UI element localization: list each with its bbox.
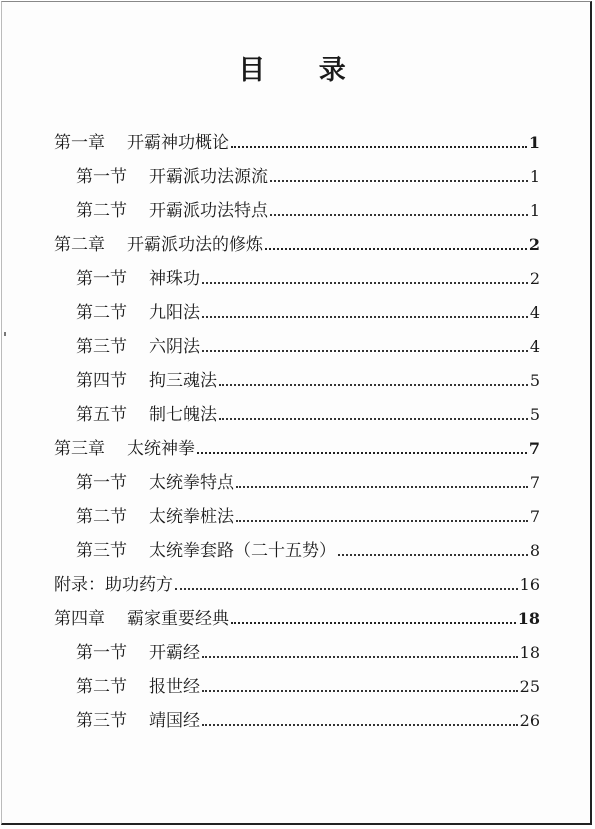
toc-entry-title: 开霸派功法源流	[149, 167, 268, 187]
toc-entry-section[interactable]	[76, 400, 540, 426]
toc-entry-page: 18	[517, 609, 540, 628]
toc-entry-title: 九阳法	[149, 303, 200, 323]
toc-entry-chapter[interactable]	[54, 128, 540, 154]
toc-entry-title: 开霸经	[149, 643, 200, 663]
toc-entry-page: 7	[529, 473, 540, 492]
toc-entry-title: 太统神拳	[127, 439, 195, 459]
toc-entry-page: 18	[519, 643, 540, 662]
toc-entry-page: 1	[529, 201, 540, 220]
toc-entry-title: 拘三魂法	[149, 371, 217, 391]
dot-leader	[231, 146, 527, 148]
toc-entry-label: 第三节	[76, 711, 127, 731]
toc-entry-label: 第一章	[54, 133, 105, 153]
toc-entry-section[interactable]	[76, 536, 540, 562]
toc-entry-title: 太统拳套路（二十五势）	[149, 541, 336, 561]
toc-entry-label: 第三章	[54, 439, 105, 459]
toc-entry-section[interactable]	[76, 162, 540, 188]
toc-entry-title: 靖国经	[149, 711, 200, 731]
toc-entry-page: 4	[529, 303, 540, 322]
toc-entry-page: 1	[528, 133, 540, 152]
toc-entry-chapter[interactable]	[54, 604, 540, 630]
toc-entry-chapter[interactable]	[54, 230, 540, 256]
toc-entry-label: 第四节	[76, 371, 127, 391]
toc-entry-section[interactable]	[76, 502, 540, 528]
toc-entry-title: 太统拳特点	[149, 473, 234, 493]
dot-leader	[270, 180, 528, 182]
toc-entry-label: 第三节	[76, 541, 127, 561]
dot-leader	[265, 248, 527, 250]
toc-entry-page: 7	[529, 507, 540, 526]
dot-leader	[219, 384, 528, 386]
toc-entry-title: 神珠功	[149, 269, 200, 289]
toc-entry-section[interactable]	[76, 638, 540, 664]
toc-entry-title: 六阴法	[149, 337, 200, 357]
toc-entry-label: 第五节	[76, 405, 127, 425]
toc-entry-label: 第一节	[76, 167, 127, 187]
dot-leader	[231, 622, 516, 624]
toc-entry-page: 2	[528, 235, 540, 254]
page-title: 目 录	[238, 55, 368, 86]
toc-entry-page: 2	[529, 269, 540, 288]
toc-entry-section[interactable]	[76, 196, 540, 222]
toc-entry-title: 报世经	[149, 677, 200, 697]
toc-entry-section[interactable]	[76, 468, 540, 494]
toc-entry-label: 第二章	[54, 235, 105, 255]
dot-leader	[197, 452, 527, 454]
dot-leader	[202, 282, 528, 284]
toc-entry-title: 助功药方	[105, 575, 173, 595]
toc-entry-appendix[interactable]	[54, 570, 540, 596]
toc-entry-title: 霸家重要经典	[127, 609, 229, 629]
toc-entry-section[interactable]	[76, 672, 540, 698]
toc-entry-label: 第二节	[76, 677, 127, 697]
toc-entry-label: 第二节	[76, 201, 127, 221]
dot-leader	[236, 486, 528, 488]
toc-entry-section[interactable]	[76, 332, 540, 358]
toc-entry-label: 附录：	[54, 575, 105, 595]
toc-entry-label: 第一节	[76, 473, 127, 493]
dot-leader	[270, 214, 528, 216]
toc-entry-label: 第一节	[76, 643, 127, 663]
toc-entry-label: 第三节	[76, 337, 127, 357]
toc-entry-chapter[interactable]	[54, 434, 540, 460]
toc-entry-section[interactable]	[76, 366, 540, 392]
document-page	[1, 1, 592, 825]
dot-leader	[202, 656, 518, 658]
toc-entry-page: 26	[519, 711, 540, 730]
dot-leader	[202, 316, 528, 318]
toc-entry-page: 4	[529, 337, 540, 356]
dot-leader	[219, 418, 528, 420]
toc-entry-label: 第一节	[76, 269, 127, 289]
toc-entry-page: 8	[529, 541, 540, 560]
toc-entry-section[interactable]	[76, 298, 540, 324]
toc-entry-section[interactable]	[76, 264, 540, 290]
toc-entry-page: 5	[529, 405, 540, 424]
dot-leader	[202, 350, 528, 352]
toc-entry-page: 25	[519, 677, 540, 696]
dot-leader	[338, 554, 528, 556]
toc-entry-section[interactable]	[76, 706, 540, 732]
dot-leader	[202, 690, 518, 692]
toc-entry-page: 1	[529, 167, 540, 186]
dot-leader	[236, 520, 528, 522]
toc-entry-page: 5	[529, 371, 540, 390]
toc-entry-title: 开霸派功法特点	[149, 201, 268, 221]
toc-entry-label: 第二节	[76, 507, 127, 527]
toc-entry-title: 开霸派功法的修炼	[127, 235, 263, 255]
toc-entry-page: 16	[519, 575, 540, 594]
toc-entry-label: 第二节	[76, 303, 127, 323]
dot-leader	[175, 588, 518, 590]
toc-entry-title: 开霸神功概论	[127, 133, 229, 153]
scan-speck	[4, 332, 6, 336]
dot-leader	[202, 724, 518, 726]
toc-entry-title: 制七魄法	[149, 405, 217, 425]
toc-entry-label: 第四章	[54, 609, 105, 629]
toc-entry-title: 太统拳桩法	[149, 507, 234, 527]
toc-entry-page: 7	[528, 439, 540, 458]
